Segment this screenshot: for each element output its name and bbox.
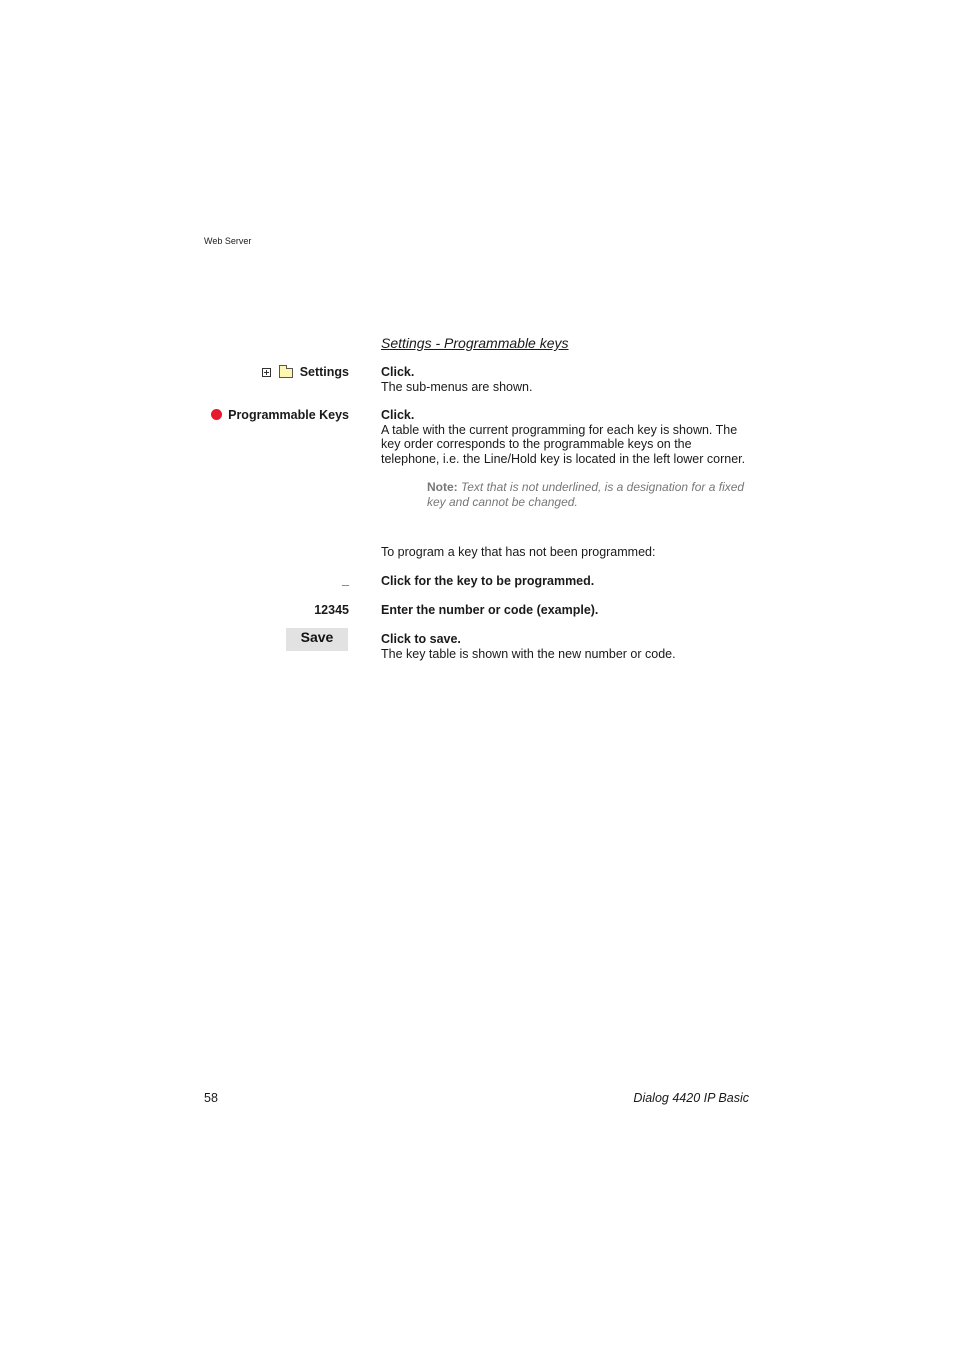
step-action: Click. — [381, 408, 415, 422]
note-text: Text that is not underlined, is a designation for a fixed key and cannot be changed. — [427, 480, 745, 509]
step-detail: A table with the current programming for each key is shown. The key order corresponds to the programmable keys on the telephone, i.e. the Line/Hold key is located in the left lower corner. — [381, 422, 746, 466]
plus-box-icon[interactable] — [262, 368, 271, 377]
step-detail: The key table is shown with the new number or code. — [381, 646, 676, 661]
step-settings — [381, 365, 751, 394]
step-save — [381, 632, 751, 661]
settings-label: Settings — [299, 365, 349, 379]
unprogrammed-key-link[interactable]: _ — [342, 573, 349, 587]
step-action: Click for the key to be programmed. — [381, 574, 595, 588]
programmable-keys-label: Programmable Keys — [228, 408, 349, 422]
step-action: Enter the number or code (example). — [381, 603, 599, 617]
program-intro: To program a key that has not been programmed: — [381, 545, 656, 559]
section-title: Settings - Programmable keys — [381, 335, 569, 351]
folder-icon — [279, 368, 293, 378]
note-label: Note: — [427, 480, 458, 494]
example-code: 12345 — [314, 603, 349, 617]
programmable-keys-menu-item[interactable] — [211, 408, 349, 422]
running-header: Web Server — [204, 236, 252, 246]
note — [427, 480, 752, 510]
document-title: Dialog 4420 IP Basic — [633, 1091, 749, 1105]
step-action: Click to save. — [381, 632, 461, 646]
settings-menu-item[interactable] — [262, 365, 349, 379]
save-button[interactable]: Save — [286, 628, 348, 651]
step-detail: The sub-menus are shown. — [381, 379, 533, 394]
step-programmable-keys — [381, 408, 751, 466]
red-dot-icon — [211, 409, 222, 420]
page-number: 58 — [204, 1091, 218, 1105]
step-action: Click. — [381, 365, 415, 379]
